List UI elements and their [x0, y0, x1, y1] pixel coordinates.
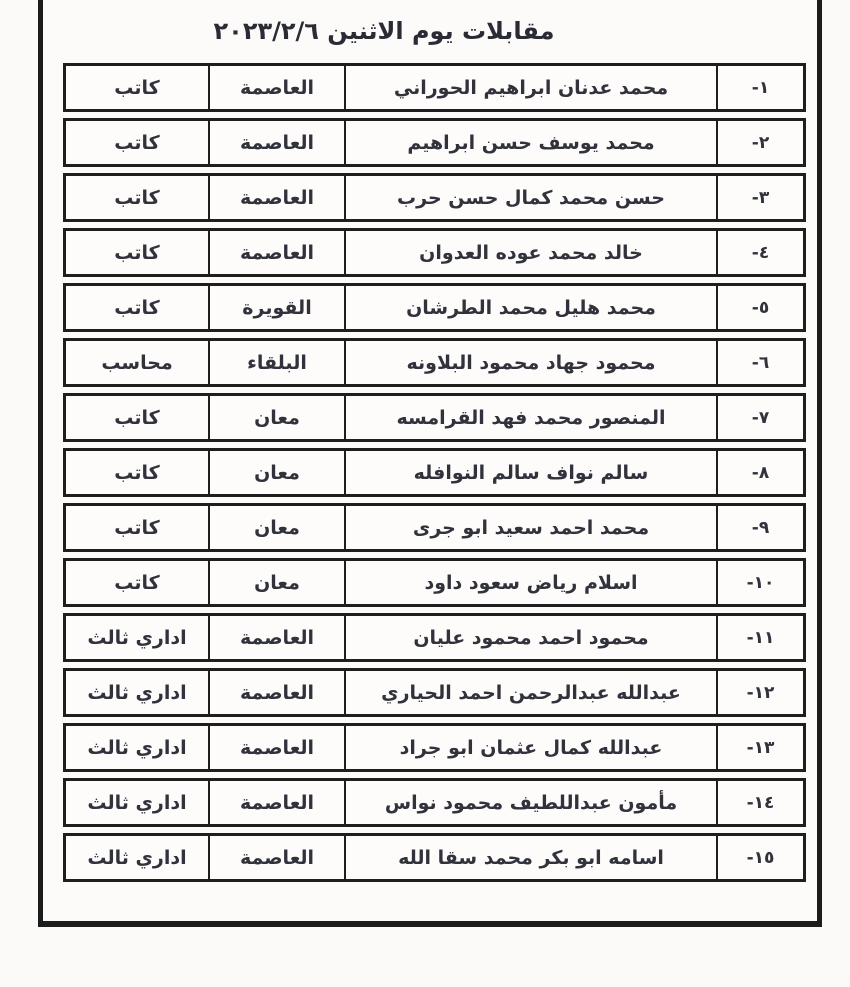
cell-job: كاتب	[66, 286, 210, 329]
cell-number: ٢-	[751, 132, 770, 153]
cell-location: العاصمة	[210, 671, 346, 714]
cell-location: العاصمة	[210, 121, 346, 164]
page-border	[38, 0, 822, 927]
table-row	[63, 613, 806, 662]
cell-job: كاتب	[66, 506, 210, 549]
cell-job: كاتب	[66, 561, 210, 604]
cell-name: محمد عدنان ابراهيم الحوراني	[346, 66, 718, 109]
cell-job: كاتب	[66, 231, 210, 274]
cell-name: اسلام رياض سعود داود	[346, 561, 718, 604]
cell-location: معان	[210, 561, 346, 604]
cell-job: كاتب	[66, 176, 210, 219]
cell-name: اسامه ابو بكر محمد سقا الله	[346, 836, 718, 879]
cell-number: ١٣-	[746, 737, 775, 758]
cell-location: البلقاء	[210, 341, 346, 384]
cell-location: معان	[210, 396, 346, 439]
cell-name: محمد يوسف حسن ابراهيم	[346, 121, 718, 164]
cell-location: العاصمة	[210, 781, 346, 824]
cell-name: المنصور محمد فهد القرامسه	[346, 396, 718, 439]
page-title: مقابلات يوم الاثنين ٢٠٢٣/٢/٦	[213, 17, 555, 45]
cell-number: ١٢-	[746, 682, 775, 703]
cell-number: ٦-	[751, 352, 770, 373]
cell-number: ١١-	[746, 627, 775, 648]
cell-number: ٥-	[751, 297, 770, 318]
cell-name: خالد محمد عوده العدوان	[346, 231, 718, 274]
cell-number: ٣-	[751, 187, 770, 208]
cell-name: محمد هليل محمد الطرشان	[346, 286, 718, 329]
cell-location: القويرة	[210, 286, 346, 329]
table-row	[63, 338, 806, 387]
cell-job: كاتب	[66, 121, 210, 164]
cell-location: العاصمة	[210, 231, 346, 274]
cell-location: معان	[210, 451, 346, 494]
cell-name: حسن محمد كمال حسن حرب	[346, 176, 718, 219]
table-row	[63, 503, 806, 552]
table-row	[63, 778, 806, 827]
table-row	[63, 668, 806, 717]
cell-job: اداري ثالث	[66, 616, 210, 659]
cell-job: محاسب	[66, 341, 210, 384]
table-row	[63, 558, 806, 607]
table-row	[63, 723, 806, 772]
interviews-table	[63, 63, 806, 882]
table-row	[63, 228, 806, 277]
table-row	[63, 283, 806, 332]
table-row	[63, 393, 806, 442]
cell-name: محمد احمد سعيد ابو جرى	[346, 506, 718, 549]
cell-name: عبدالله كمال عثمان ابو جراد	[346, 726, 718, 769]
cell-name: محمود جهاد محمود البلاونه	[346, 341, 718, 384]
cell-location: العاصمة	[210, 726, 346, 769]
table-row	[63, 63, 806, 112]
cell-job: كاتب	[66, 66, 210, 109]
table-row	[63, 118, 806, 167]
cell-job: اداري ثالث	[66, 671, 210, 714]
cell-location: العاصمة	[210, 66, 346, 109]
cell-job: اداري ثالث	[66, 726, 210, 769]
cell-name: سالم نواف سالم النوافله	[346, 451, 718, 494]
cell-job: كاتب	[66, 396, 210, 439]
cell-location: العاصمة	[210, 176, 346, 219]
cell-job: اداري ثالث	[66, 781, 210, 824]
table-row	[63, 173, 806, 222]
cell-name: مأمون عبداللطيف محمود نواس	[346, 781, 718, 824]
cell-location: معان	[210, 506, 346, 549]
cell-job: كاتب	[66, 451, 210, 494]
cell-number: ٩-	[751, 517, 770, 538]
cell-number: ٤-	[751, 242, 770, 263]
cell-number: ١٠-	[746, 572, 775, 593]
table-row	[63, 833, 806, 882]
cell-number: ٨-	[751, 462, 770, 483]
table-row	[63, 448, 806, 497]
cell-number: ١٥-	[746, 847, 775, 868]
cell-job: اداري ثالث	[66, 836, 210, 879]
cell-name: عبدالله عبدالرحمن احمد الحياري	[346, 671, 718, 714]
cell-location: العاصمة	[210, 836, 346, 879]
cell-number: ١٤-	[746, 792, 775, 813]
cell-location: العاصمة	[210, 616, 346, 659]
cell-name: محمود احمد محمود عليان	[346, 616, 718, 659]
cell-number: ٧-	[751, 407, 770, 428]
cell-number: ١-	[751, 77, 770, 98]
